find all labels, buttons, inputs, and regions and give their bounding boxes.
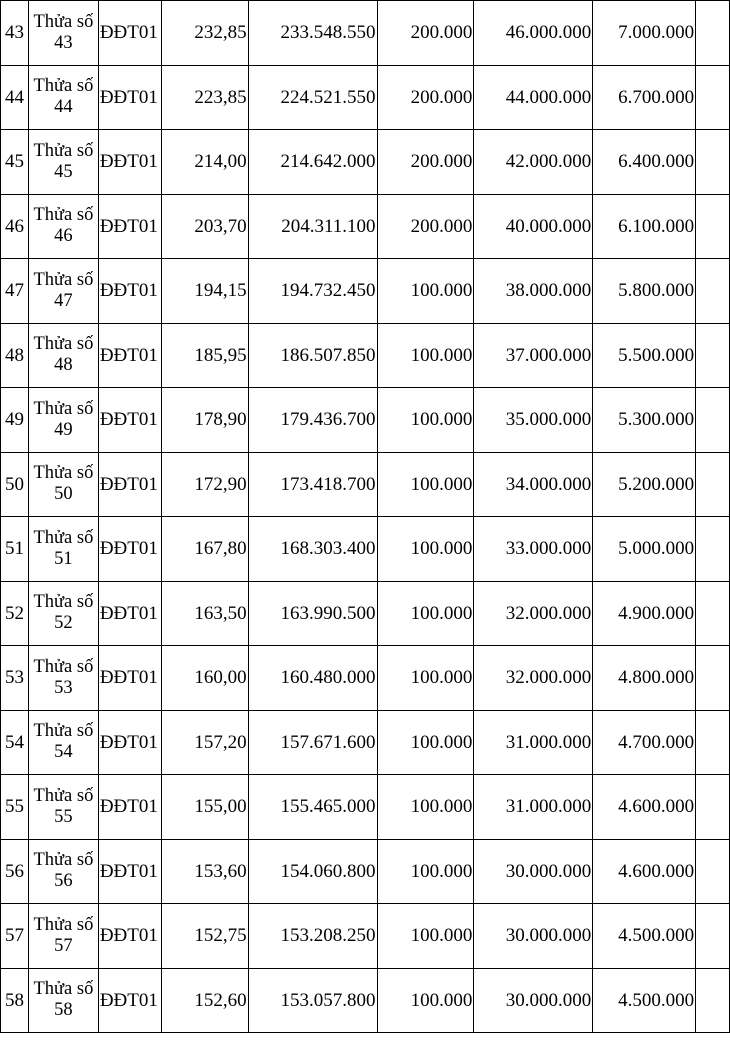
value-a-cell: 173.418.700: [248, 452, 377, 517]
value-c-cell: 35.000.000: [474, 388, 593, 453]
area-cell: 178,90: [161, 388, 248, 453]
parcel-name-cell: Thửa số 52: [28, 581, 98, 646]
value-d-cell: 4.800.000: [593, 646, 696, 711]
value-c-cell: 32.000.000: [474, 581, 593, 646]
table-row: [1, 775, 730, 840]
land-code-cell: ĐĐT01: [98, 452, 161, 517]
area-cell: 185,95: [161, 323, 248, 388]
row-number-cell: 46: [1, 194, 29, 259]
value-a-cell: 204.311.100: [248, 194, 377, 259]
row-number-cell: 57: [1, 904, 29, 969]
table-row: [1, 388, 730, 453]
table-row: [1, 968, 730, 1033]
value-d-cell: 5.200.000: [593, 452, 696, 517]
area-cell: 157,20: [161, 710, 248, 775]
value-b-cell: 100.000: [377, 710, 474, 775]
row-number-cell: 53: [1, 646, 29, 711]
value-a-cell: 186.507.850: [248, 323, 377, 388]
row-number-cell: 58: [1, 968, 29, 1033]
value-b-cell: 200.000: [377, 1, 474, 66]
value-b-cell: 100.000: [377, 323, 474, 388]
land-code-cell: ĐĐT01: [98, 65, 161, 130]
value-b-cell: 100.000: [377, 452, 474, 517]
value-c-cell: 30.000.000: [474, 839, 593, 904]
table-row: [1, 904, 730, 969]
area-cell: 194,15: [161, 259, 248, 324]
value-a-cell: 153.208.250: [248, 904, 377, 969]
empty-cell: [696, 259, 730, 324]
land-code-cell: ĐĐT01: [98, 323, 161, 388]
parcel-name-cell: Thửa số 47: [28, 259, 98, 324]
value-a-cell: 153.057.800: [248, 968, 377, 1033]
value-c-cell: 32.000.000: [474, 646, 593, 711]
land-code-cell: ĐĐT01: [98, 194, 161, 259]
land-code-cell: ĐĐT01: [98, 904, 161, 969]
value-b-cell: 200.000: [377, 65, 474, 130]
empty-cell: [696, 452, 730, 517]
empty-cell: [696, 1, 730, 66]
value-c-cell: 38.000.000: [474, 259, 593, 324]
area-cell: 163,50: [161, 581, 248, 646]
value-a-cell: 214.642.000: [248, 130, 377, 195]
empty-cell: [696, 646, 730, 711]
area-cell: 153,60: [161, 839, 248, 904]
land-code-cell: ĐĐT01: [98, 388, 161, 453]
table-row: [1, 259, 730, 324]
empty-cell: [696, 323, 730, 388]
row-number-cell: 47: [1, 259, 29, 324]
row-number-cell: 55: [1, 775, 29, 840]
table-row: [1, 323, 730, 388]
empty-cell: [696, 65, 730, 130]
area-cell: 167,80: [161, 517, 248, 582]
value-d-cell: 4.500.000: [593, 904, 696, 969]
parcel-name-cell: Thửa số 58: [28, 968, 98, 1033]
empty-cell: [696, 194, 730, 259]
parcel-name-cell: Thửa số 46: [28, 194, 98, 259]
table-row: [1, 517, 730, 582]
parcel-name-cell: Thửa số 43: [28, 1, 98, 66]
value-c-cell: 46.000.000: [474, 1, 593, 66]
value-a-cell: 179.436.700: [248, 388, 377, 453]
land-code-cell: ĐĐT01: [98, 259, 161, 324]
table-row: [1, 194, 730, 259]
empty-cell: [696, 388, 730, 453]
value-a-cell: 163.990.500: [248, 581, 377, 646]
row-number-cell: 49: [1, 388, 29, 453]
value-c-cell: 44.000.000: [474, 65, 593, 130]
table-row: [1, 710, 730, 775]
table-row: [1, 839, 730, 904]
value-a-cell: 194.732.450: [248, 259, 377, 324]
area-cell: 223,85: [161, 65, 248, 130]
land-code-cell: ĐĐT01: [98, 839, 161, 904]
row-number-cell: 54: [1, 710, 29, 775]
value-b-cell: 100.000: [377, 839, 474, 904]
table-body: [1, 1, 730, 1033]
value-c-cell: 30.000.000: [474, 904, 593, 969]
value-c-cell: 42.000.000: [474, 130, 593, 195]
value-c-cell: 31.000.000: [474, 775, 593, 840]
area-cell: 214,00: [161, 130, 248, 195]
value-b-cell: 100.000: [377, 646, 474, 711]
row-number-cell: 51: [1, 517, 29, 582]
parcel-name-cell: Thửa số 56: [28, 839, 98, 904]
value-a-cell: 233.548.550: [248, 1, 377, 66]
parcel-name-cell: Thửa số 49: [28, 388, 98, 453]
row-number-cell: 44: [1, 65, 29, 130]
value-d-cell: 7.000.000: [593, 1, 696, 66]
value-c-cell: 33.000.000: [474, 517, 593, 582]
land-code-cell: ĐĐT01: [98, 517, 161, 582]
parcel-name-cell: Thửa số 57: [28, 904, 98, 969]
row-number-cell: 45: [1, 130, 29, 195]
value-a-cell: 157.671.600: [248, 710, 377, 775]
value-b-cell: 100.000: [377, 775, 474, 840]
value-c-cell: 40.000.000: [474, 194, 593, 259]
table-row: [1, 452, 730, 517]
value-d-cell: 5.300.000: [593, 388, 696, 453]
parcel-name-cell: Thửa số 53: [28, 646, 98, 711]
empty-cell: [696, 904, 730, 969]
value-d-cell: 4.600.000: [593, 775, 696, 840]
parcel-name-cell: Thửa số 44: [28, 65, 98, 130]
row-number-cell: 48: [1, 323, 29, 388]
empty-cell: [696, 130, 730, 195]
value-b-cell: 100.000: [377, 581, 474, 646]
value-b-cell: 100.000: [377, 904, 474, 969]
value-a-cell: 168.303.400: [248, 517, 377, 582]
empty-cell: [696, 710, 730, 775]
empty-cell: [696, 968, 730, 1033]
value-d-cell: 5.000.000: [593, 517, 696, 582]
empty-cell: [696, 517, 730, 582]
value-d-cell: 6.400.000: [593, 130, 696, 195]
value-c-cell: 31.000.000: [474, 710, 593, 775]
value-a-cell: 154.060.800: [248, 839, 377, 904]
parcel-name-cell: Thửa số 51: [28, 517, 98, 582]
value-c-cell: 34.000.000: [474, 452, 593, 517]
area-cell: 155,00: [161, 775, 248, 840]
value-a-cell: 160.480.000: [248, 646, 377, 711]
area-cell: 152,75: [161, 904, 248, 969]
value-a-cell: 224.521.550: [248, 65, 377, 130]
value-d-cell: 4.500.000: [593, 968, 696, 1033]
empty-cell: [696, 581, 730, 646]
area-cell: 203,70: [161, 194, 248, 259]
table-row: [1, 130, 730, 195]
parcel-name-cell: Thửa số 45: [28, 130, 98, 195]
land-code-cell: ĐĐT01: [98, 775, 161, 840]
land-code-cell: ĐĐT01: [98, 581, 161, 646]
empty-cell: [696, 839, 730, 904]
table-row: [1, 646, 730, 711]
value-d-cell: 4.900.000: [593, 581, 696, 646]
value-d-cell: 4.700.000: [593, 710, 696, 775]
parcel-name-cell: Thửa số 54: [28, 710, 98, 775]
value-d-cell: 6.100.000: [593, 194, 696, 259]
area-cell: 160,00: [161, 646, 248, 711]
value-c-cell: 30.000.000: [474, 968, 593, 1033]
empty-cell: [696, 775, 730, 840]
area-cell: 172,90: [161, 452, 248, 517]
value-c-cell: 37.000.000: [474, 323, 593, 388]
value-a-cell: 155.465.000: [248, 775, 377, 840]
row-number-cell: 50: [1, 452, 29, 517]
row-number-cell: 52: [1, 581, 29, 646]
land-code-cell: ĐĐT01: [98, 710, 161, 775]
row-number-cell: 56: [1, 839, 29, 904]
row-number-cell: 43: [1, 1, 29, 66]
land-code-cell: ĐĐT01: [98, 1, 161, 66]
parcel-name-cell: Thửa số 50: [28, 452, 98, 517]
value-d-cell: 4.600.000: [593, 839, 696, 904]
table-row: [1, 65, 730, 130]
value-b-cell: 200.000: [377, 130, 474, 195]
value-b-cell: 100.000: [377, 259, 474, 324]
area-cell: 152,60: [161, 968, 248, 1033]
area-cell: 232,85: [161, 1, 248, 66]
table-row: [1, 1, 730, 66]
table-row: [1, 581, 730, 646]
value-d-cell: 5.800.000: [593, 259, 696, 324]
parcel-name-cell: Thửa số 48: [28, 323, 98, 388]
value-b-cell: 100.000: [377, 517, 474, 582]
land-code-cell: ĐĐT01: [98, 646, 161, 711]
value-b-cell: 200.000: [377, 194, 474, 259]
value-d-cell: 5.500.000: [593, 323, 696, 388]
value-b-cell: 100.000: [377, 968, 474, 1033]
land-code-cell: ĐĐT01: [98, 130, 161, 195]
land-code-cell: ĐĐT01: [98, 968, 161, 1033]
value-b-cell: 100.000: [377, 388, 474, 453]
parcel-name-cell: Thửa số 55: [28, 775, 98, 840]
value-d-cell: 6.700.000: [593, 65, 696, 130]
